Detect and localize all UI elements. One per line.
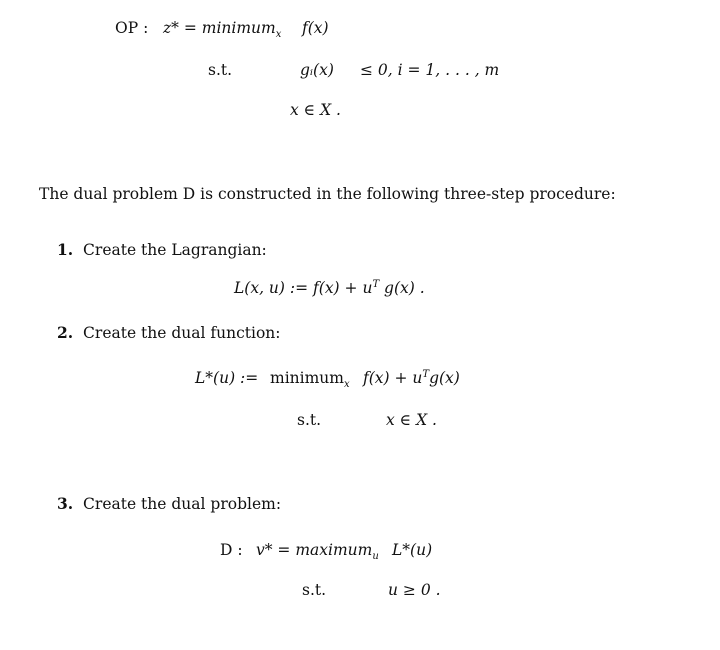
lagrangian-a: L(x, u) := f(x) + u (234, 279, 373, 297)
op-constraint-lhs: gᵢ(x) (300, 61, 334, 79)
dualfn-domain: x ∈ X . (386, 411, 437, 429)
step-3 (57, 494, 281, 514)
op-sub: x (275, 29, 282, 40)
lagrangian-equation (234, 278, 425, 301)
op-domain: x ∈ X . (290, 101, 341, 119)
step-3-number: 3. (57, 494, 74, 513)
dualfn-obj-a: f(x) + u (363, 369, 423, 387)
step-2-number: 2. (57, 323, 74, 342)
step-2 (57, 323, 281, 343)
dualfn-st: s.t. (297, 411, 322, 429)
dual-st: s.t. (302, 581, 327, 599)
step-1-text: Create the Lagrangian: (83, 241, 267, 259)
op-constraint-rel: ≤ 0, i = 1, . . . , m (360, 61, 500, 79)
op-objective-operator (163, 18, 281, 41)
dual-objective-operator (256, 540, 379, 563)
op-st: s.t. (208, 61, 233, 79)
op-label: OP : (115, 19, 149, 37)
dualfn-objective (363, 368, 460, 391)
step-2-text: Create the dual function: (83, 324, 281, 342)
step-3-text: Create the dual problem: (83, 495, 282, 513)
dualfn-obj-b: g(x) (429, 369, 460, 387)
dualfn-lhs: L*(u) := (195, 369, 259, 387)
lagrangian-sup: T (372, 279, 380, 290)
intro-text: The dual problem D is constructed in the following three-step procedure: (39, 185, 616, 203)
lagrangian-b: g(x) . (384, 279, 425, 297)
step-1-number: 1. (57, 240, 74, 259)
op-lhs: z* = minimum (163, 19, 276, 37)
dual-objective: L*(u) (392, 541, 433, 559)
dualfn-operator (270, 368, 350, 391)
dualfn-op: minimum (270, 369, 344, 387)
step-1 (57, 240, 267, 260)
dualfn-sub: x (343, 379, 350, 390)
dual-lhs: v* = maximum (256, 541, 373, 559)
dual-label: D : (220, 541, 243, 559)
dual-sub: u (372, 551, 379, 562)
dual-constraint: u ≥ 0 . (388, 581, 441, 599)
op-objective: f(x) (302, 19, 329, 37)
dualfn-sup: T (422, 369, 430, 380)
